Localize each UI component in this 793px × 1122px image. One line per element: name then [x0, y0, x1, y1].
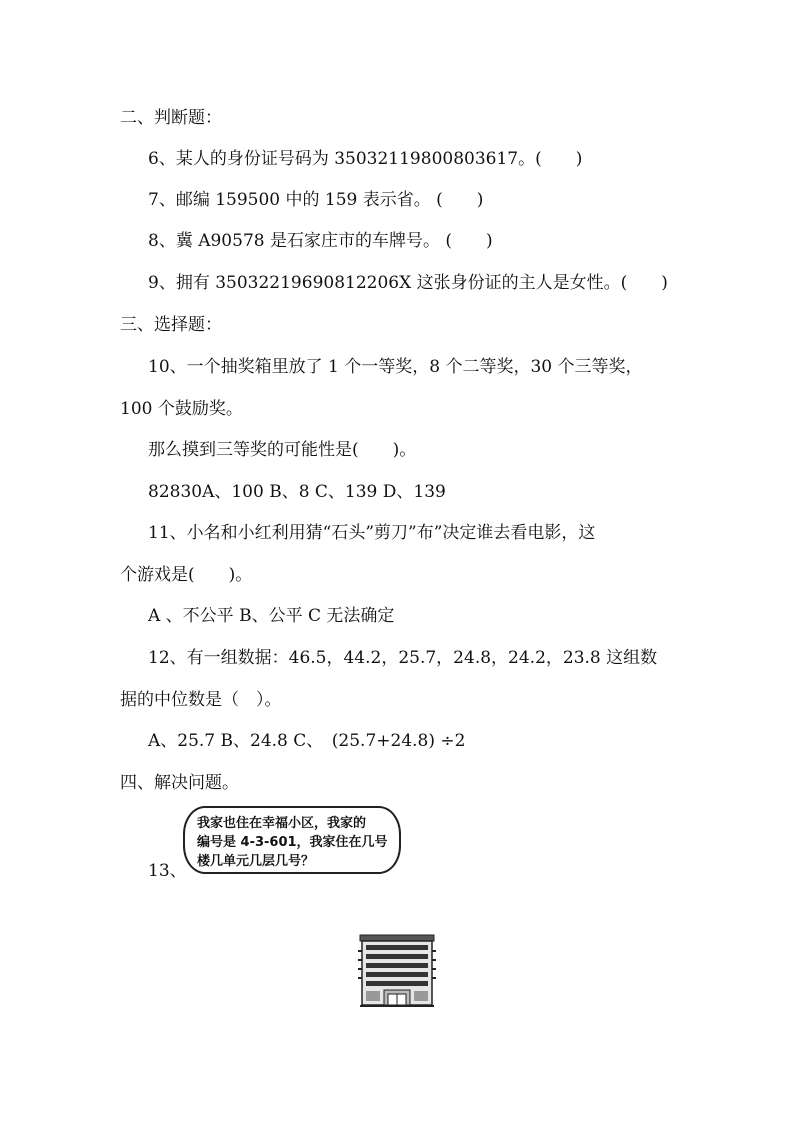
question-10-options: 82830A、100 B、8 C、139 D、139: [148, 482, 446, 502]
question-11-line1: 11、小名和小红利用猜“石头”剪刀”布”决定谁去看电影，这: [148, 523, 596, 543]
section4-heading: 四、解决问题。: [120, 773, 239, 793]
question-11-line2: 个游戏是( )。: [120, 565, 253, 585]
speech-bubble-line1: 我家也住在幸福小区，我家的: [197, 816, 367, 831]
question-10-line1: 10、一个抽奖箱里放了 1 个一等奖，8 个二等奖，30 个三等奖，: [148, 357, 643, 377]
question-8: 8、冀 A90578 是石家庄市的车牌号。 ( ): [148, 231, 493, 251]
speech-bubble-line2: 编号是 4-3-601，我家住在几号: [197, 835, 388, 850]
question-12-line1: 12、有一组数据：46.5，44.2，25.7，24.8，24.2，23.8 这组数: [148, 648, 658, 668]
speech-bubble: [183, 806, 401, 874]
question-7: 7、邮编 159500 中的 159 表示省。 ( ): [148, 190, 484, 210]
section3-heading: 三、选择题：: [120, 315, 222, 335]
question-12-options: A、25.7 B、24.8 C、 (25.7+24.8) ÷2: [148, 731, 466, 751]
question-10-line3: 那么摸到三等奖的可能性是( )。: [148, 440, 417, 460]
question-10-line2: 100 个鼓励奖。: [120, 399, 243, 419]
apartment-building-icon: [358, 933, 436, 1009]
question-12-line2: 据的中位数是（ ）。: [120, 690, 282, 710]
speech-bubble-line3: 楼几单元几层几号？: [197, 854, 315, 869]
question-11-options: A 、不公平 B、公平 C 无法确定: [148, 606, 395, 626]
question-9: 9、拥有 35032219690812206X 这张身份证的主人是女性。( ): [148, 273, 668, 293]
question-6: 6、某人的身份证号码为 35032119800803617。( ): [148, 149, 583, 169]
question-13-label: 13、: [148, 861, 187, 881]
section2-heading: 二、判断题：: [120, 108, 222, 128]
